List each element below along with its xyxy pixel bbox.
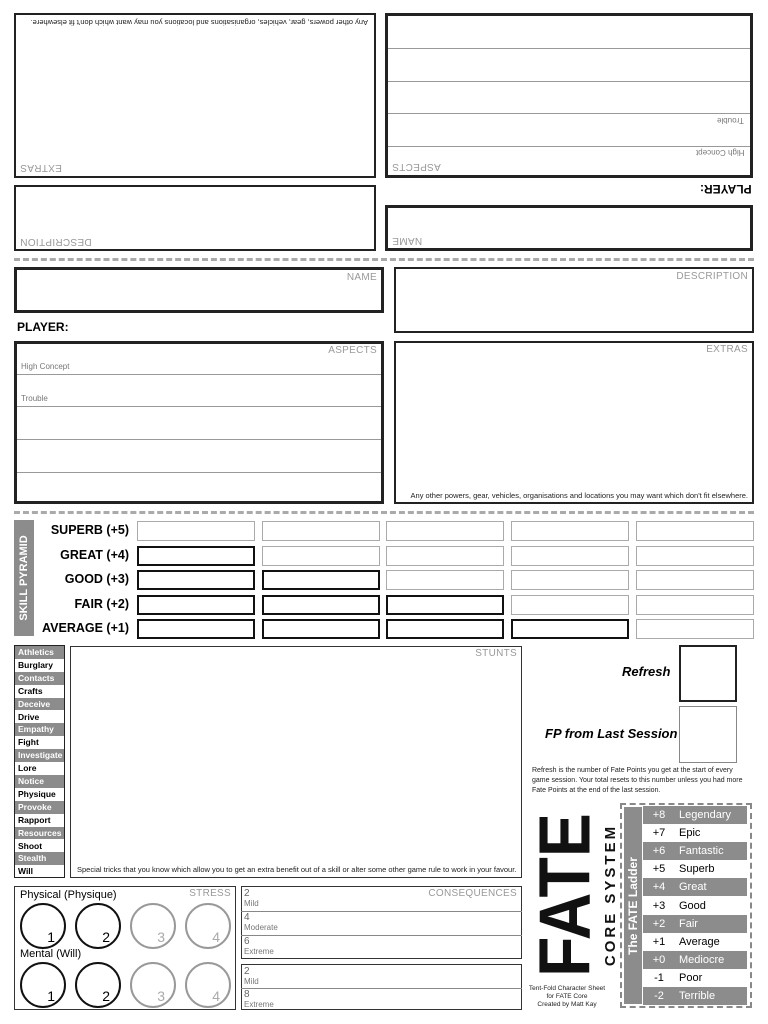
skill-pyramid-slot[interactable] bbox=[137, 595, 255, 615]
skill-pyramid-slot[interactable] bbox=[386, 595, 504, 615]
name-label-inverted: NAME bbox=[392, 235, 423, 246]
stunts-note: Special tricks that you know which allow you to get an extra benefit out of a skill or alter some other game rule to work in your favour. bbox=[77, 865, 517, 874]
high-concept-label: High Concept bbox=[21, 362, 70, 371]
consequences-label: CONSEQUENCES bbox=[428, 888, 517, 899]
ladder-row bbox=[643, 842, 747, 860]
skill-pyramid-row-label: FAIR (+2) bbox=[74, 596, 129, 611]
skill-pyramid-slot[interactable] bbox=[511, 521, 629, 541]
ladder-value: +0 bbox=[652, 953, 666, 966]
skill-list-item: Stealth bbox=[14, 852, 65, 865]
skill-pyramid-slot[interactable] bbox=[262, 619, 380, 639]
trouble-label: Trouble bbox=[21, 394, 48, 403]
extras-box[interactable] bbox=[394, 341, 754, 504]
ladder-row bbox=[643, 915, 747, 933]
ladder-word: Terrible bbox=[679, 990, 716, 1002]
ladder-value: -1 bbox=[654, 971, 664, 984]
ladder-word: Mediocre bbox=[679, 953, 725, 966]
skill-pyramid-slot[interactable] bbox=[137, 570, 255, 590]
trouble-label-inverted: Trouble bbox=[717, 116, 744, 125]
skill-pyramid-row-label: AVERAGE (+1) bbox=[42, 621, 129, 635]
skill-pyramid-slot[interactable] bbox=[511, 570, 629, 590]
fp-last-session-box[interactable] bbox=[679, 706, 737, 763]
stress-box-number: 1 bbox=[47, 988, 55, 1004]
player-label-inverted: PLAYER: bbox=[700, 182, 752, 196]
consequence-shift: 8 bbox=[244, 989, 250, 1000]
ladder-value: +7 bbox=[652, 827, 666, 840]
skill-pyramid-slot[interactable] bbox=[137, 619, 255, 639]
consequence-severity[interactable]: Moderate bbox=[244, 923, 278, 932]
skill-list-item: Will bbox=[14, 865, 65, 878]
core-system-text: CORE SYSTEM bbox=[602, 823, 619, 967]
mental-stress-box[interactable] bbox=[185, 962, 231, 1008]
stress-box-number: 2 bbox=[102, 929, 110, 945]
consequence-shift: 2 bbox=[244, 966, 250, 977]
physical-stress-box[interactable] bbox=[20, 903, 66, 949]
ladder-row bbox=[643, 878, 747, 896]
refresh-box[interactable] bbox=[679, 645, 737, 702]
physical-stress-label: Physical (Physique) bbox=[20, 889, 117, 901]
skill-list-item: Resources bbox=[14, 827, 65, 840]
name-box[interactable] bbox=[14, 267, 384, 313]
ladder-value: +4 bbox=[652, 881, 666, 894]
ladder-value: -2 bbox=[654, 990, 664, 1002]
fold-line-bottom bbox=[14, 511, 754, 514]
skill-list-item: Deceive bbox=[14, 698, 65, 711]
fate-ladder-title: The FATE Ladder bbox=[626, 856, 640, 955]
fate-logo-text: FATE bbox=[528, 813, 606, 977]
mental-stress-label: Mental (Will) bbox=[20, 948, 82, 960]
ladder-word: Great bbox=[679, 881, 707, 894]
skill-list-item: Physique bbox=[14, 788, 65, 801]
ladder-value: +1 bbox=[652, 935, 666, 948]
extras-note: Any other powers, gear, vehicles, organisations and locations you may want which don't fit elsewhere. bbox=[410, 491, 748, 500]
refresh-note: Refresh is the number of Fate Points you get at the start of every game session. Your total resets to this number unless you had more Fate Points at the end of the last session. bbox=[532, 767, 743, 794]
skill-list-item: Lore bbox=[14, 762, 65, 775]
skill-pyramid-slot[interactable] bbox=[636, 521, 754, 541]
ladder-value: +8 bbox=[652, 809, 666, 821]
skill-pyramid-title: SKILL PYRAMID bbox=[18, 535, 30, 621]
ladder-value: +3 bbox=[652, 899, 666, 912]
consequence-divider bbox=[241, 935, 522, 936]
skill-pyramid-tab bbox=[14, 520, 34, 636]
consequence-divider bbox=[241, 911, 522, 912]
ladder-row bbox=[643, 969, 747, 987]
consequences-box-2 bbox=[241, 964, 522, 1010]
skill-pyramid-slot[interactable] bbox=[137, 546, 255, 566]
skill-pyramid-slot[interactable] bbox=[636, 619, 754, 639]
ladder-row bbox=[643, 897, 747, 915]
skill-list-item: Notice bbox=[14, 775, 65, 788]
consequence-severity[interactable]: Mild bbox=[244, 977, 259, 986]
skill-pyramid-slot[interactable] bbox=[511, 546, 629, 566]
skill-list-item: Investigate bbox=[14, 749, 65, 762]
fate-logo bbox=[528, 805, 620, 985]
skill-list-item: Empathy bbox=[14, 723, 65, 736]
skill-pyramid-slot[interactable] bbox=[137, 521, 255, 541]
ladder-value: +5 bbox=[652, 863, 666, 876]
credits bbox=[522, 985, 612, 1009]
stunts-box[interactable] bbox=[70, 646, 522, 878]
mental-stress-box[interactable] bbox=[130, 962, 176, 1008]
physical-stress-box[interactable] bbox=[130, 903, 176, 949]
stress-box-number: 2 bbox=[102, 988, 110, 1004]
aspects-label-inverted: ASPECTS bbox=[392, 161, 441, 172]
extras-note-inverted: Any other powers, gear, vehicles, organisations and locations you may want which don't fit elsewhere. bbox=[30, 18, 368, 27]
credits-line-3: Created by Matt Kay bbox=[537, 1001, 597, 1008]
skill-pyramid-slot[interactable] bbox=[636, 546, 754, 566]
ladder-word: Fantastic bbox=[679, 845, 724, 858]
skill-pyramid bbox=[34, 519, 754, 639]
consequence-severity[interactable]: Extreme bbox=[244, 947, 274, 956]
ladder-row bbox=[643, 860, 747, 878]
physical-stress-box[interactable] bbox=[75, 903, 121, 949]
high-concept-label-inverted: High Concept bbox=[695, 148, 744, 157]
aspects-label: ASPECTS bbox=[328, 345, 377, 356]
ladder-word: Good bbox=[679, 899, 706, 912]
ladder-value: +6 bbox=[652, 845, 666, 858]
skill-list-item: Contacts bbox=[14, 672, 65, 685]
skill-list-item: Burglary bbox=[14, 659, 65, 672]
physical-stress-box[interactable] bbox=[185, 903, 231, 949]
skill-pyramid-slot[interactable] bbox=[262, 546, 380, 566]
ladder-word: Average bbox=[679, 935, 720, 948]
skill-list-item: Provoke bbox=[14, 801, 65, 814]
stress-box-number: 4 bbox=[212, 988, 220, 1004]
skill-list-item: Shoot bbox=[14, 840, 65, 853]
skill-pyramid-slot[interactable] bbox=[511, 595, 629, 615]
ladder-word: Fair bbox=[679, 917, 698, 930]
ladder-value: +2 bbox=[652, 917, 666, 930]
ladder-row bbox=[643, 987, 747, 1005]
consequence-shift: 4 bbox=[244, 912, 250, 923]
skill-pyramid-slot[interactable] bbox=[636, 595, 754, 615]
skill-list-item: Fight bbox=[14, 736, 65, 749]
skill-list-item: Crafts bbox=[14, 685, 65, 698]
credits-line-1: Tent-Fold Character Sheet bbox=[528, 985, 606, 992]
mental-stress-box[interactable] bbox=[75, 962, 121, 1008]
stress-box-number: 1 bbox=[47, 929, 55, 945]
ladder-word: Epic bbox=[679, 827, 701, 840]
stress-box-number: 4 bbox=[212, 929, 220, 945]
refresh-label: Refresh bbox=[622, 664, 671, 679]
fold-line-top bbox=[14, 258, 754, 261]
skill-pyramid-slot[interactable] bbox=[262, 595, 380, 615]
extras-label-inverted: EXTRAS bbox=[20, 162, 62, 173]
skill-pyramid-row-label: SUPERB (+5) bbox=[50, 523, 129, 537]
skill-pyramid-row-label: GOOD (+3) bbox=[64, 572, 129, 586]
skill-pyramid-slot[interactable] bbox=[386, 546, 504, 566]
skill-pyramid-slot[interactable] bbox=[262, 570, 380, 590]
description-box-inverted[interactable] bbox=[14, 185, 376, 251]
stunts-label: STUNTS bbox=[475, 648, 517, 659]
extras-label: EXTRAS bbox=[706, 344, 748, 355]
name-label: NAME bbox=[346, 272, 377, 283]
ladder-word: Legendary bbox=[679, 809, 731, 821]
skill-pyramid-row-label: GREAT (+4) bbox=[60, 547, 129, 562]
ladder-row bbox=[643, 824, 747, 842]
skill-pyramid-slot[interactable] bbox=[636, 570, 754, 590]
ladder-row bbox=[643, 933, 747, 951]
skill-list-item: Athletics bbox=[14, 646, 65, 659]
skill-pyramid-slot[interactable] bbox=[386, 619, 504, 639]
stress-box-number: 3 bbox=[157, 988, 165, 1004]
ladder-word: Poor bbox=[679, 971, 703, 984]
description-box[interactable] bbox=[394, 267, 754, 333]
skill-list-item: Rapport bbox=[14, 814, 65, 827]
consequences-box bbox=[241, 886, 522, 959]
stress-label: STRESS bbox=[189, 888, 231, 899]
description-label-inverted: DESCRIPTION bbox=[20, 236, 92, 247]
player-label: PLAYER: bbox=[17, 320, 69, 334]
aspects-box-inverted[interactable] bbox=[385, 13, 753, 178]
skill-pyramid-slot[interactable] bbox=[511, 619, 629, 639]
credits-line-2: for FATE Core bbox=[546, 993, 588, 1000]
ladder-row bbox=[643, 951, 747, 969]
ladder-row bbox=[643, 806, 747, 824]
consequence-severity[interactable]: Mild bbox=[244, 899, 259, 908]
consequence-divider bbox=[241, 988, 522, 989]
mental-stress-box[interactable] bbox=[20, 962, 66, 1008]
aspects-box[interactable] bbox=[14, 341, 384, 504]
consequence-severity[interactable]: Extreme bbox=[244, 1000, 274, 1009]
consequence-shift: 6 bbox=[244, 936, 250, 947]
description-label: DESCRIPTION bbox=[676, 271, 748, 282]
stress-box-number: 3 bbox=[157, 929, 165, 945]
skill-pyramid-slot[interactable] bbox=[386, 521, 504, 541]
extras-box-inverted[interactable] bbox=[14, 13, 376, 178]
skill-pyramid-slot[interactable] bbox=[386, 570, 504, 590]
name-box-inverted[interactable] bbox=[385, 205, 753, 251]
skill-list-item: Drive bbox=[14, 711, 65, 724]
fate-ladder-tab bbox=[624, 807, 642, 1004]
fp-last-session-label: FP from Last Session bbox=[545, 726, 678, 741]
consequence-shift: 2 bbox=[244, 888, 250, 899]
skill-pyramid-slot[interactable] bbox=[262, 521, 380, 541]
ladder-word: Superb bbox=[679, 863, 715, 876]
